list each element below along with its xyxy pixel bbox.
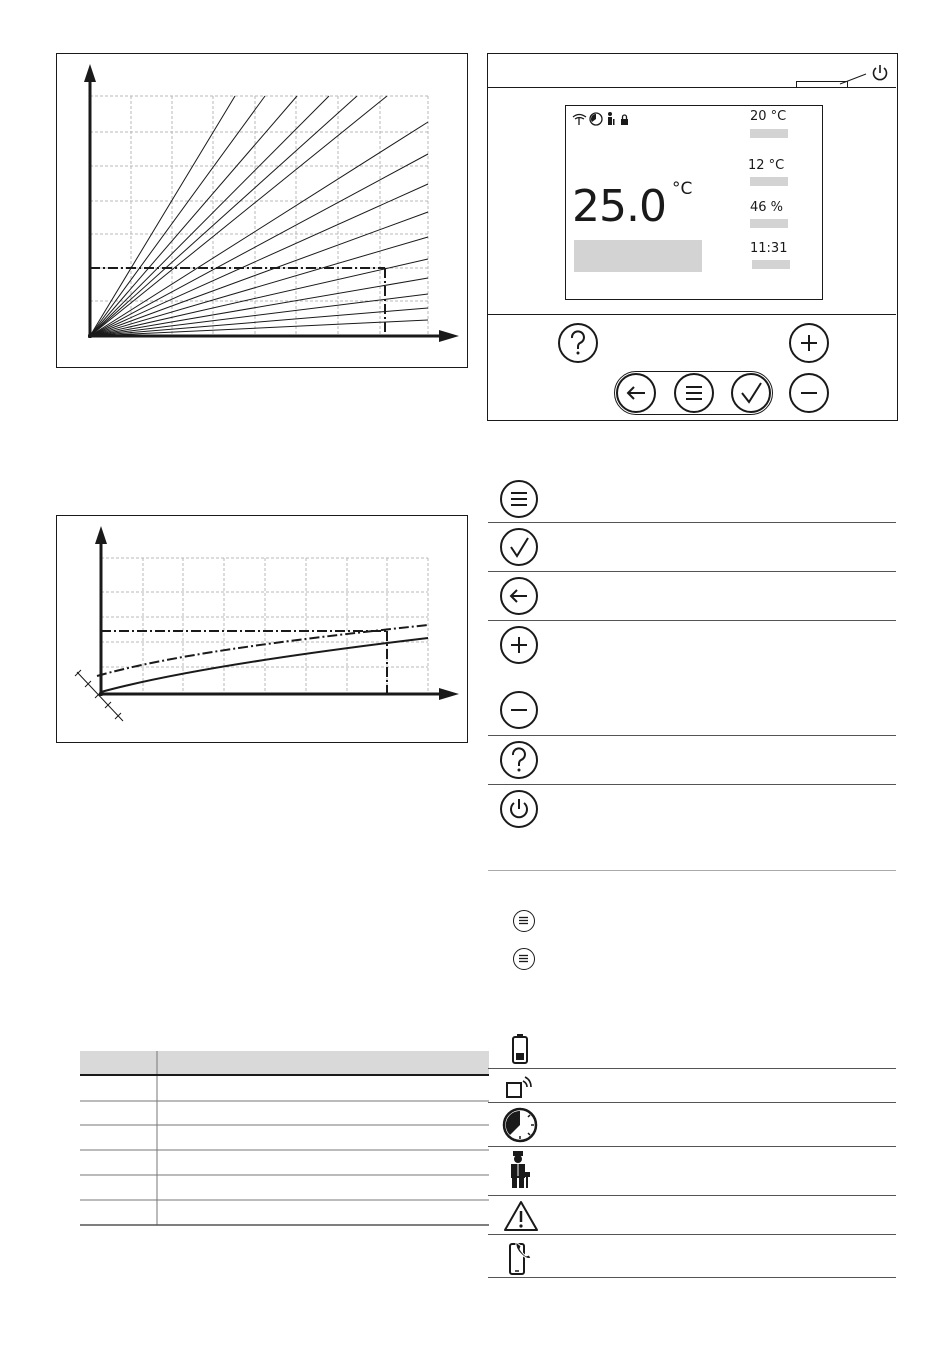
temperature-unit: °C <box>672 179 693 199</box>
temperature-value: 25.0 <box>572 181 666 232</box>
menu-icon <box>514 911 533 930</box>
plus-button[interactable] <box>789 323 829 363</box>
symbol-divider <box>488 1277 896 1278</box>
technician-status-icon <box>608 112 615 125</box>
legend-divider <box>488 870 896 871</box>
battery-icon <box>508 1033 532 1065</box>
display-screen <box>565 105 823 300</box>
sensor-icon <box>573 115 586 126</box>
readout-humidity: 46 % <box>750 200 784 215</box>
curve-offset-chart <box>57 516 466 741</box>
legend-divider <box>488 735 896 736</box>
heating-curves-figure <box>56 53 468 368</box>
small-menu-icon-2 <box>513 948 535 970</box>
status-text-bar <box>574 240 702 272</box>
readout-bar-3 <box>750 219 788 228</box>
symbol-divider <box>488 1068 896 1069</box>
question-icon <box>560 325 596 361</box>
clock-status-icon <box>590 113 602 125</box>
legend-back-button <box>500 577 538 615</box>
arrow-left-icon <box>618 375 654 411</box>
readout-time: 11:31 <box>750 241 788 256</box>
plus-icon <box>502 628 536 662</box>
panel-bottom-divider <box>488 314 896 315</box>
ok-button[interactable] <box>731 373 771 413</box>
legend-menu-button <box>500 480 538 518</box>
legend-help-button <box>500 741 538 779</box>
curve-offset-figure <box>56 515 468 743</box>
phone-icon <box>507 1238 533 1276</box>
small-menu-icon-1 <box>513 910 535 932</box>
minus-button[interactable] <box>789 373 829 413</box>
readout-flow-temp: 12 °C <box>748 158 785 173</box>
legend-power-button <box>500 790 538 828</box>
lock-icon <box>621 115 628 125</box>
minus-icon <box>791 375 827 411</box>
readout-bar-4 <box>752 260 790 269</box>
heating-curves-chart <box>57 54 466 366</box>
legend-ok-button <box>500 528 538 566</box>
parameter-table <box>80 1051 489 1227</box>
help-button[interactable] <box>558 323 598 363</box>
symbol-divider <box>488 1234 896 1235</box>
menu-button[interactable] <box>674 373 714 413</box>
warning-icon <box>503 1200 539 1232</box>
minus-icon <box>502 693 536 727</box>
panel-top-divider <box>488 87 896 88</box>
symbol-divider <box>488 1102 896 1103</box>
wireless-icon <box>505 1073 537 1099</box>
checkmark-icon <box>502 530 536 564</box>
menu-icon <box>514 949 533 968</box>
arrow-left-icon <box>502 579 536 613</box>
power-icon[interactable] <box>871 64 889 82</box>
technician-icon <box>507 1150 535 1190</box>
back-button[interactable] <box>616 373 656 413</box>
menu-icon <box>502 482 536 516</box>
status-icons <box>572 111 642 127</box>
readout-bar-2 <box>750 177 788 186</box>
legend-plus-button <box>500 626 538 664</box>
readout-outdoor-temp: 20 °C <box>750 109 787 124</box>
controller-panel <box>487 53 898 421</box>
legend-minus-button <box>500 691 538 729</box>
power-icon <box>502 792 536 826</box>
clock-icon <box>501 1106 539 1144</box>
legend-divider <box>488 571 896 572</box>
plus-icon <box>791 325 827 361</box>
symbol-divider <box>488 1195 896 1196</box>
question-icon <box>502 743 536 777</box>
legend-divider <box>488 784 896 785</box>
legend-divider <box>488 620 896 621</box>
readout-bar-1 <box>750 129 788 138</box>
checkmark-icon <box>733 375 769 411</box>
symbol-divider <box>488 1146 896 1147</box>
legend-divider <box>488 522 896 523</box>
menu-icon <box>676 375 712 411</box>
parameter-table-grid <box>80 1051 489 1227</box>
